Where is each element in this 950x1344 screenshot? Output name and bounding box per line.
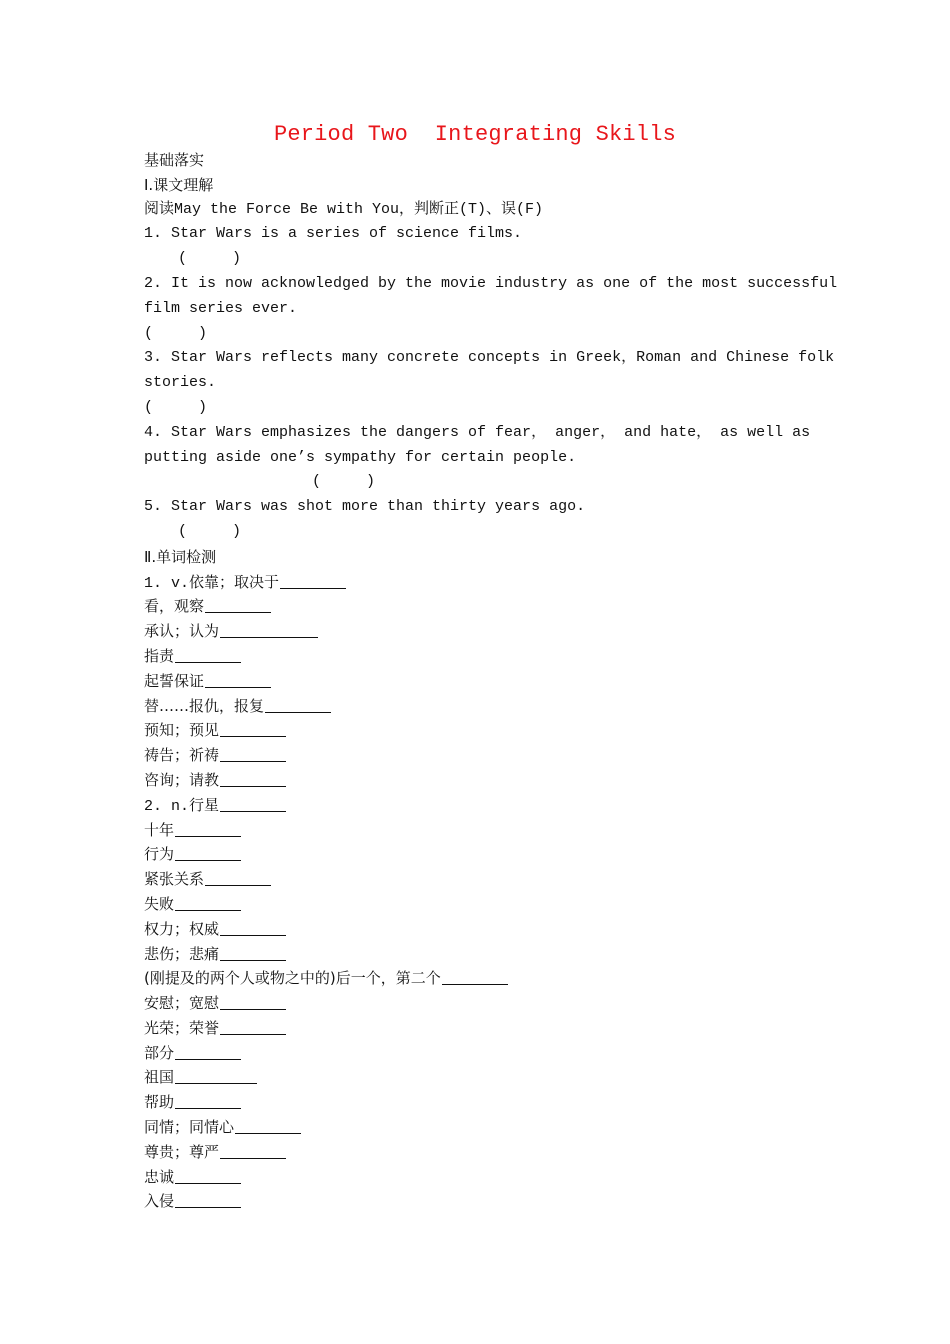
vocab-definition: 尊贵；尊严 bbox=[144, 1142, 220, 1161]
vocab-answer-blank[interactable] bbox=[220, 771, 286, 787]
question-2-text-cont: film series ever. bbox=[144, 299, 298, 317]
question-3-answer-blank[interactable]: ( ) bbox=[144, 398, 208, 416]
vocab-definition: 指责 bbox=[144, 646, 175, 665]
vocab-answer-blank[interactable] bbox=[205, 672, 271, 688]
page-title: Period Two Integrating Skills bbox=[273, 122, 677, 147]
vocab-item bbox=[144, 669, 808, 694]
vocab-answer-blank[interactable] bbox=[220, 622, 318, 638]
vocab-answer-blank[interactable] bbox=[442, 969, 508, 985]
vocab-item bbox=[144, 991, 808, 1016]
section-label: 基础落实 bbox=[144, 151, 205, 169]
vocab-answer-blank[interactable] bbox=[175, 895, 241, 911]
vocab-item bbox=[144, 818, 808, 843]
vocab-definition: 悲伤；悲痛 bbox=[144, 944, 220, 963]
vocab-item bbox=[144, 1041, 808, 1066]
vocab-answer-blank[interactable] bbox=[205, 597, 271, 613]
part1-instruction: 阅读May the Force Be with You，判断正(T)、误(F) bbox=[144, 200, 544, 218]
vocab-item bbox=[144, 1189, 808, 1214]
vocab-definition: 行为 bbox=[144, 845, 175, 864]
vocab-definition: 咨询；请教 bbox=[144, 770, 220, 789]
vocab-answer-blank[interactable] bbox=[220, 721, 286, 737]
vocab-item bbox=[144, 1140, 808, 1165]
vocab-answer-blank[interactable] bbox=[280, 573, 346, 589]
vocab-item bbox=[144, 743, 808, 768]
vocab-definition: 安慰；宽慰 bbox=[144, 994, 220, 1013]
vocab-definition: 祷告；祈祷 bbox=[144, 746, 220, 765]
vocab-definition: 入侵 bbox=[144, 1192, 175, 1211]
question-1-answer-blank[interactable]: ( ) bbox=[178, 250, 242, 268]
vocab-definition: 权力；权威 bbox=[144, 919, 220, 938]
question-3-text-cont: stories. bbox=[144, 374, 217, 392]
vocab-item bbox=[144, 842, 808, 867]
question-4-text-cont: putting aside one’s sympathy for certain people. bbox=[144, 448, 577, 466]
question-2-answer-blank[interactable]: ( ) bbox=[144, 324, 208, 342]
vocab-answer-blank[interactable] bbox=[175, 1044, 241, 1060]
part2-heading: Ⅱ.单词检测 bbox=[144, 547, 217, 566]
vocab-answer-blank[interactable] bbox=[220, 1143, 286, 1159]
vocab-definition: 帮助 bbox=[144, 1093, 175, 1112]
part1-heading: Ⅰ.课文理解 bbox=[144, 175, 214, 194]
vocab-item bbox=[144, 768, 808, 793]
vocab-definition: 预知；预见 bbox=[144, 721, 220, 740]
question-3-text: 3. Star Wars reflects many concrete concepts in Greek，Roman and Chinese folk bbox=[144, 349, 835, 367]
vocab-item bbox=[144, 1065, 808, 1090]
vocab-item bbox=[144, 718, 808, 743]
vocab-item bbox=[144, 1165, 808, 1190]
vocab-definition: 失败 bbox=[144, 894, 175, 913]
document-content bbox=[144, 148, 838, 1214]
noun-prefix: 2. n. bbox=[144, 797, 190, 815]
verb-prefix: 1. v. bbox=[144, 574, 190, 592]
vocab-answer-blank[interactable] bbox=[175, 1068, 257, 1084]
vocab-item bbox=[144, 619, 808, 644]
vocab-answer-blank[interactable] bbox=[220, 920, 286, 936]
vocab-answer-blank[interactable] bbox=[175, 1192, 241, 1208]
vocab-definition: 同情；同情心 bbox=[144, 1118, 235, 1137]
vocab-item bbox=[144, 793, 808, 818]
vocab-item bbox=[144, 694, 808, 719]
vocab-item bbox=[144, 966, 808, 991]
vocab-answer-blank[interactable] bbox=[220, 796, 286, 812]
vocab-answer-blank[interactable] bbox=[205, 870, 271, 886]
vocab-item bbox=[144, 892, 808, 917]
vocab-definition: 紧张关系 bbox=[144, 870, 205, 889]
vocab-item bbox=[144, 570, 808, 595]
question-4-answer-blank[interactable]: ( ) bbox=[312, 473, 376, 491]
vocab-answer-blank[interactable] bbox=[175, 845, 241, 861]
vocab-item bbox=[144, 1016, 808, 1041]
vocab-item bbox=[144, 594, 808, 619]
vocab-answer-blank[interactable] bbox=[220, 994, 286, 1010]
vocab-definition: (刚提及的两个人或物之中的)后一个，第二个 bbox=[144, 969, 441, 988]
question-4-text: 4. Star Wars emphasizes the dangers of fear， anger， and hate， as well as bbox=[144, 423, 811, 441]
vocab-definition: 光荣；荣誉 bbox=[144, 1018, 220, 1037]
vocab-item bbox=[144, 942, 808, 967]
vocab-item bbox=[144, 1115, 808, 1140]
vocab-item bbox=[144, 1090, 808, 1115]
vocab-item bbox=[144, 917, 808, 942]
vocab-definition: 替……报仇，报复 bbox=[144, 696, 265, 715]
vocab-definition: 依靠；取决于 bbox=[189, 572, 280, 591]
vocab-answer-blank[interactable] bbox=[220, 746, 286, 762]
vocab-answer-blank[interactable] bbox=[265, 697, 331, 713]
question-5-answer-blank[interactable]: ( ) bbox=[178, 522, 242, 540]
vocab-definition: 祖国 bbox=[144, 1068, 175, 1087]
vocab-definition: 承认；认为 bbox=[144, 622, 220, 641]
vocab-answer-blank[interactable] bbox=[220, 945, 286, 961]
question-5-text: 5. Star Wars was shot more than thirty years ago. bbox=[144, 498, 586, 516]
question-1-text: 1. Star Wars is a series of science films. bbox=[144, 225, 523, 243]
vocab-definition: 忠诚 bbox=[144, 1167, 175, 1186]
vocab-answer-blank[interactable] bbox=[175, 647, 241, 663]
vocab-definition: 行星 bbox=[189, 795, 220, 814]
vocab-answer-blank[interactable] bbox=[235, 1118, 301, 1134]
question-2-text: 2. It is now acknowledged by the movie industry as one of the most successful bbox=[144, 274, 838, 292]
vocab-item bbox=[144, 867, 808, 892]
vocab-definition: 看，观察 bbox=[144, 597, 205, 616]
vocab-definition: 部分 bbox=[144, 1043, 175, 1062]
vocab-item bbox=[144, 644, 808, 669]
vocab-answer-blank[interactable] bbox=[175, 1168, 241, 1184]
vocab-definition: 十年 bbox=[144, 820, 175, 839]
vocab-answer-blank[interactable] bbox=[220, 1019, 286, 1035]
vocab-answer-blank[interactable] bbox=[175, 821, 241, 837]
vocab-answer-blank[interactable] bbox=[175, 1093, 241, 1109]
vocab-definition: 起誓保证 bbox=[144, 671, 205, 690]
